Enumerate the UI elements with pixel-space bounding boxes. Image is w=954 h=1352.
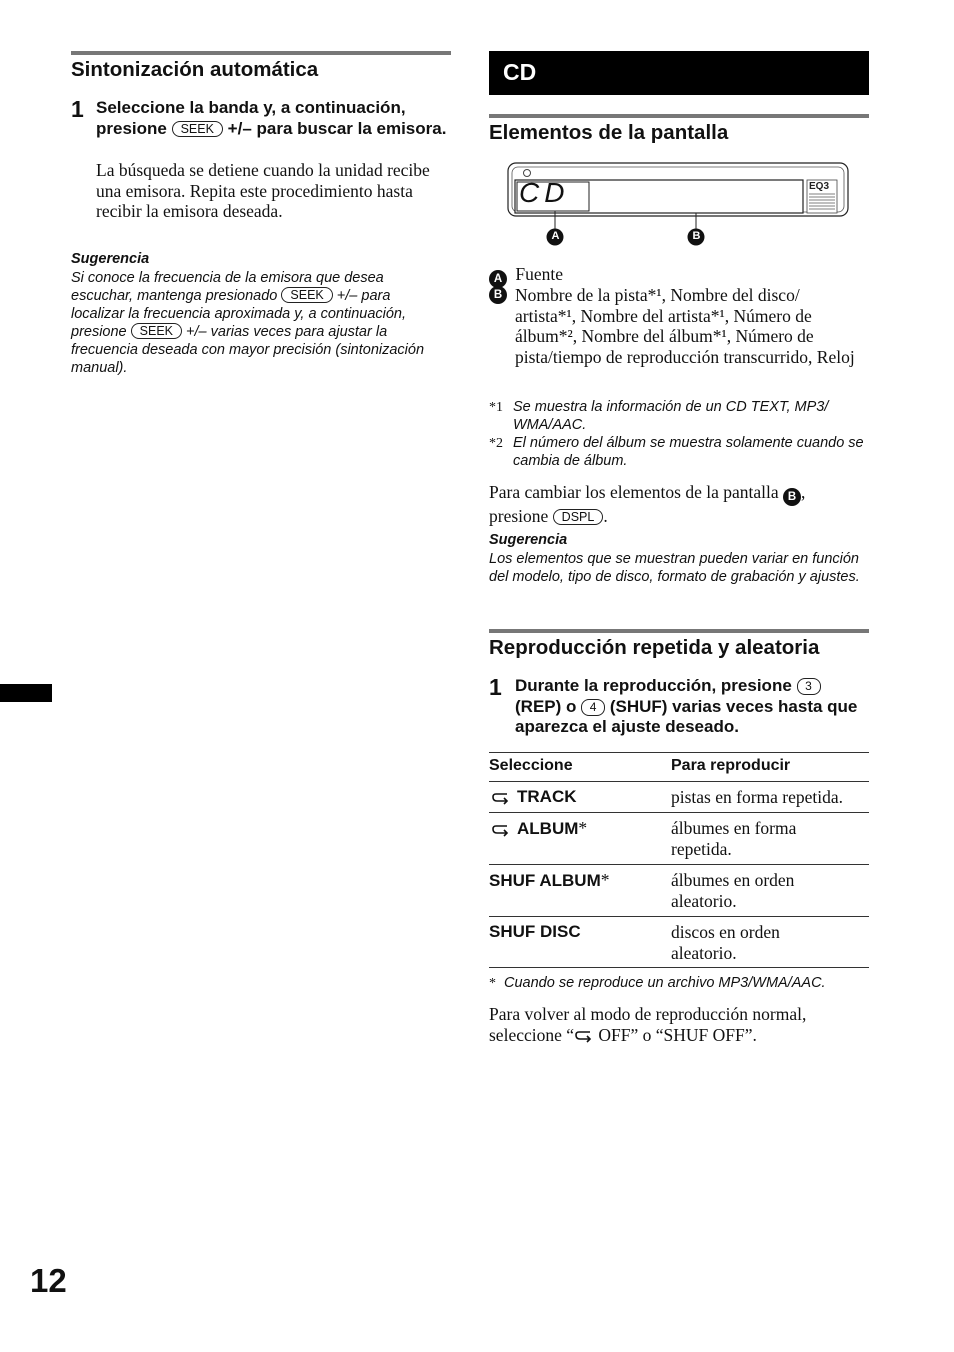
table-cell-select [491, 787, 577, 807]
table-row [489, 782, 869, 813]
repeat-icon [574, 1029, 594, 1043]
footnote-mark: * [489, 976, 496, 991]
legend-item-b-text: Nombre de la pista*¹, Nombre del disco/ artista*¹, Nombre del artista*¹, Número de álbum*², Nombre del álbum*¹, Número de pista/tiempo de reproducción transcurrido, Reloj [515, 285, 855, 367]
seek-button: SEEK [131, 323, 182, 339]
footnote-text: El número del álbum se muestra solamente cuando se cambia de álbum. [513, 435, 864, 469]
repeat-heading: Reproducción repetida y aleatoria [489, 636, 820, 659]
repeat-icon [491, 823, 511, 837]
right-tip-title: Sugerencia [489, 532, 568, 548]
table-cell-play: pistas en forma repetida. [671, 787, 844, 807]
table-cell-select [489, 922, 581, 942]
right-tip-body: Los elementos que se muestran pueden variar en función del modelo, tipo de disco, formato de grabación y ajustes. [489, 551, 860, 585]
step-text: (SHUF) varias veces hasta que aparezca el ajuste deseado. [515, 696, 858, 736]
instruction-text: , presione [489, 482, 806, 526]
table-cell-select [491, 818, 587, 839]
callout-a-label: A [551, 230, 560, 242]
repeat-step-number: 1 [489, 674, 502, 700]
step-text: Seleccione la banda y, a continuación, presione [96, 98, 406, 138]
left-tip-title: Sugerencia [71, 251, 150, 267]
footnote-1 [489, 398, 867, 434]
left-step-body: La búsqueda se detiene cuando la unidad recibe una emisora. Repita este procedimiento hasta recibir la emisora deseada. [96, 160, 430, 221]
left-heading-rule [71, 51, 451, 55]
page-number: 12 [30, 1262, 67, 1299]
instruction-text: OFF” o “SHUF OFF”. [594, 1024, 757, 1045]
footnote-mark: *2 [489, 436, 503, 451]
left-step-instruction [96, 98, 454, 139]
play-mode-table [489, 752, 869, 968]
table-row [489, 917, 869, 968]
repeat-step-instruction [515, 676, 869, 738]
return-normal-instruction [489, 1004, 859, 1045]
table-cell-select [489, 870, 610, 891]
instruction-text: Para cambiar los elementos de la pantalla [489, 482, 783, 502]
seek-button: SEEK [281, 287, 332, 303]
asterisk: * [578, 818, 588, 838]
select-label: ALBUM [517, 819, 579, 838]
table-footnote [489, 974, 867, 995]
table-header: Para reproducir [671, 757, 791, 774]
section-tab-marker [0, 684, 52, 702]
display-heading: Elementos de la pantalla [489, 121, 729, 144]
legend-item-b [489, 285, 859, 367]
tip-text: +/– varias veces para ajustar la frecuencia deseada con mayor precisión (sintonización manual). [71, 324, 425, 376]
left-heading: Sintonización automática [71, 58, 319, 81]
select-label: TRACK [517, 787, 577, 806]
select-label: SHUF ALBUM [489, 871, 601, 890]
eq-label: EQ3 [809, 181, 830, 192]
table-cell-play: discos en orden aleatorio. [671, 922, 780, 963]
footnote-2 [489, 434, 867, 470]
section-banner [489, 51, 869, 95]
instruction-text: Para volver al modo de reproducción normal, seleccione “ [489, 1004, 807, 1045]
callout-b-icon: B [783, 488, 801, 506]
step-text: (REP) o [515, 696, 582, 716]
left-step-number: 1 [71, 96, 84, 122]
footnote-text: Se muestra la información de un CD TEXT, MP3/ WMA/AAC. [513, 399, 829, 433]
footnote-mark: *1 [489, 400, 503, 415]
key-3-button: 3 [797, 678, 821, 695]
repeat-heading-rule [489, 629, 869, 633]
callout-a-icon: A [489, 270, 507, 288]
dspl-button: DSPL [553, 509, 604, 525]
display-heading-rule [489, 114, 869, 118]
table-header: Seleccione [489, 757, 573, 774]
footnote-text: Cuando se reproduce un archivo MP3/WMA/AAC. [504, 975, 826, 991]
table-row [489, 865, 869, 917]
callout-b-label: B [692, 230, 701, 242]
repeat-icon [491, 791, 511, 805]
key-4-button: 4 [581, 699, 605, 716]
table-cell-play: álbumes en orden aleatorio. [671, 870, 795, 911]
legend-item-a-text: Fuente [515, 264, 564, 284]
table-cell-play: álbumes en forma repetida. [671, 818, 797, 859]
tip-text: Si conoce la frecuencia de la emisora que desea escuchar, mantenga presionado [71, 270, 384, 304]
tip-text: +/– para localizar la frecuencia aproximada y, a continuación, presione [71, 288, 407, 340]
seek-button: SEEK [172, 121, 223, 137]
display-lcd-text: CD [519, 177, 570, 208]
display-illustration [505, 161, 853, 247]
left-tip-body [71, 269, 443, 377]
instruction-text: . [603, 506, 608, 526]
step-text: Durante la reproducción, presione [515, 676, 797, 695]
table-row [489, 813, 869, 865]
asterisk: * [600, 870, 610, 890]
change-display-instruction [489, 482, 861, 527]
callout-b-icon: B [489, 286, 507, 304]
select-label: SHUF DISC [489, 922, 581, 941]
table-header-row [489, 753, 869, 782]
section-banner-title: CD [503, 59, 537, 85]
step-text: +/– para buscar la emisora. [222, 118, 447, 138]
